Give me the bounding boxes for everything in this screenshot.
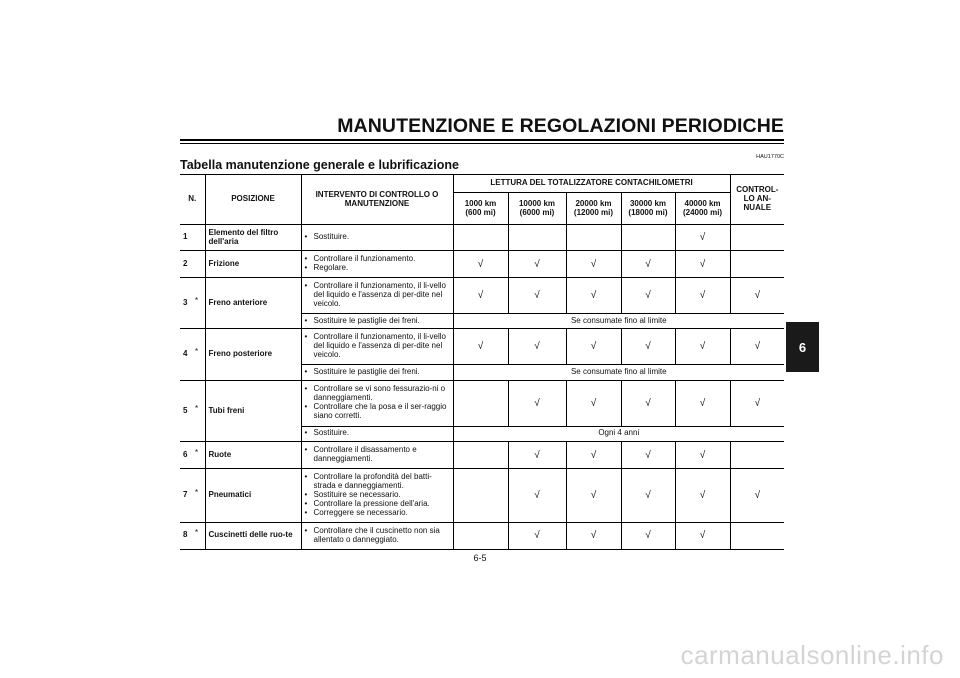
row-asterisk [197,469,205,522]
action-item [305,385,450,403]
action-text: Controllare se vi sono fessurazio-ni o danneggiamenti. [313,384,446,403]
action-text: Controllare il funzionamento, il li-vello del liquido e l'assenza di per-dite nel veicolo. [313,332,447,360]
check-cell [566,225,621,251]
header-n: N. [180,175,205,225]
action-text: Controllare la profondità del batti-strada e danneggiamenti. [313,472,432,491]
check-cell: √ [675,380,730,426]
bullet: • [304,254,308,264]
table-row [180,329,784,365]
bullet: • [304,366,308,376]
bullet: • [304,490,308,500]
check-cell [453,469,508,522]
row-number: 8 [180,522,197,549]
check-cell: √ [675,225,730,251]
row-asterisk [197,278,205,329]
check-cell: √ [730,329,784,365]
action-item [305,429,450,438]
asterisk-mark: * [195,447,199,457]
subrow-interval-note: Se consumate fino al limite [453,313,784,329]
row-position: Elemento del filtro dell'aria [205,225,301,251]
action-item [305,527,450,545]
check-cell: √ [508,442,566,469]
row-actions [301,442,453,469]
check-cell: √ [566,522,621,549]
check-cell: √ [508,329,566,365]
check-cell [453,380,508,426]
check-cell [730,225,784,251]
section-title: Tabella manutenzione generale e lubrificazione [180,158,460,172]
check-cell: √ [675,442,730,469]
check-cell: √ [621,251,675,278]
action-item [305,233,450,242]
action-item [305,333,450,360]
check-cell: √ [730,278,784,314]
action-text: Controllare che il cuscinetto non sia allentato o danneggiato. [313,525,440,544]
asterisk-mark: * [195,488,199,498]
chapter-tab: 6 [786,322,819,372]
action-text: Sostituire se necessario. [313,490,401,500]
check-cell [453,442,508,469]
check-cell: √ [508,251,566,278]
header-km-value: 30000 km [629,198,667,208]
table-row [180,380,784,426]
table-row [180,442,784,469]
subrow-action [301,364,453,380]
row-position: Freno posteriore [205,329,301,380]
header-mi-value: (12000 mi) [573,207,614,217]
check-cell: √ [508,278,566,314]
check-cell: √ [508,469,566,522]
table-row [180,469,784,522]
row-actions [301,329,453,365]
row-number: 5 [180,380,197,442]
header-position: POSIZIONE [205,175,301,225]
document-code: HAU1770C [756,154,784,160]
bullet: • [304,472,308,482]
action-text: Controllare che la posa e il ser-raggio siano corretti. [313,402,447,421]
maintenance-table [180,174,784,550]
bullet: • [304,499,308,509]
check-cell: √ [621,278,675,314]
bullet: • [304,281,308,291]
header-mi-value: (6000 mi) [519,207,555,217]
row-asterisk [197,380,205,442]
asterisk-mark: * [195,403,199,413]
header-mi-value: (600 mi) [465,207,496,217]
action-item [305,509,450,518]
subrow-action [301,313,453,329]
action-text: Controllare il funzionamento, il li-vello del liquido e l'assenza di per-dite nel veicolo. [313,281,447,309]
check-cell: √ [621,329,675,365]
check-cell: √ [508,380,566,426]
check-cell: √ [453,329,508,365]
check-cell: √ [453,251,508,278]
check-cell: √ [675,469,730,522]
header-km-col [508,193,566,225]
table-row [180,225,784,251]
action-item [305,282,450,309]
check-cell: √ [508,522,566,549]
asterisk-mark: * [195,528,199,538]
header-intervention: INTERVENTO DI CONTROLLO O MANUTENZIONE [301,175,453,225]
bullet: • [304,263,308,273]
row-asterisk [197,329,205,380]
check-cell: √ [621,442,675,469]
bullet: • [304,384,308,394]
row-asterisk [197,225,205,251]
action-item [305,264,450,273]
row-number: 4 [180,329,197,380]
action-item [305,403,450,421]
header-km-col [621,193,675,225]
table-row [180,278,784,314]
header-km-col [453,193,508,225]
row-actions [301,522,453,549]
subrow-interval-note: Ogni 4 anni [453,426,784,442]
row-position: Frizione [205,251,301,278]
row-actions [301,225,453,251]
check-cell: √ [453,278,508,314]
bullet: • [304,508,308,518]
action-text: Sostituire. [313,428,350,438]
header-km-col [566,193,621,225]
header-mi-value: (18000 mi) [628,207,668,217]
row-actions [301,278,453,314]
bullet: • [304,525,308,535]
row-position: Tubi freni [205,380,301,442]
check-cell [453,522,508,549]
row-position: Pneumatici [205,469,301,522]
row-number: 2 [180,251,197,278]
check-cell: √ [675,329,730,365]
subrow-action [301,426,453,442]
action-item [305,473,450,491]
check-cell: √ [566,278,621,314]
row-number: 7 [180,469,197,522]
row-position: Ruote [205,442,301,469]
check-cell: √ [730,469,784,522]
bullet: • [304,332,308,342]
check-cell [730,522,784,549]
row-asterisk [197,522,205,549]
bullet: • [304,402,308,412]
row-actions [301,251,453,278]
table-row [180,251,784,278]
check-cell: √ [621,380,675,426]
action-text: Sostituire le pastiglie dei freni. [313,315,420,325]
table-row [180,522,784,549]
check-cell [730,442,784,469]
row-position: Cuscinetti delle ruo-te [205,522,301,549]
header-km-value: 10000 km [518,198,556,208]
check-cell: √ [566,380,621,426]
action-text: Sostituire le pastiglie dei freni. [313,366,420,376]
row-asterisk [197,442,205,469]
header-annual: CONTROL-LO AN-NUALE [730,175,784,225]
page-title: MANUTENZIONE E REGOLAZIONI PERIODICHE [337,115,784,137]
check-cell: √ [621,469,675,522]
asterisk-mark: * [195,295,199,305]
header-km-value: 1000 km [464,198,497,208]
check-cell [453,225,508,251]
check-cell: √ [675,251,730,278]
check-cell: √ [675,278,730,314]
check-cell: √ [566,251,621,278]
page-number: 6-5 [473,553,487,563]
header-rule-thin [180,143,784,144]
row-number: 6 [180,442,197,469]
watermark: carmanualsonline.info [680,640,944,670]
action-text: Sostituire. [313,232,350,242]
action-item [305,446,450,464]
header-odometer: LETTURA DEL TOTALIZZATORE CONTACHILOMETRI [453,175,730,193]
row-number: 3 [180,278,197,329]
bullet: • [304,445,308,455]
bullet: • [304,315,308,325]
action-text: Correggere se necessario. [313,508,408,518]
header-km-col [675,193,730,225]
header-km-value: 20000 km [575,198,612,208]
header-km-value: 40000 km [684,198,721,208]
action-item [305,317,450,326]
check-cell [621,225,675,251]
action-text: Regolare. [313,263,349,273]
row-actions [301,380,453,426]
action-text: Controllare la pressione dell'aria. [313,499,430,509]
action-text: Controllare il disassamento e danneggiamenti. [313,445,417,464]
row-position: Freno anteriore [205,278,301,329]
check-cell: √ [730,380,784,426]
row-asterisk [197,251,205,278]
check-cell [730,251,784,278]
row-number: 1 [180,225,197,251]
subrow-interval-note: Se consumate fino al limite [453,364,784,380]
check-cell: √ [675,522,730,549]
check-cell: √ [566,329,621,365]
action-item [305,368,450,377]
action-text: Controllare il funzionamento. [313,254,416,264]
header-mi-value: (24000 mi) [682,207,723,217]
bullet: • [304,232,308,242]
check-cell [508,225,566,251]
row-actions [301,469,453,522]
check-cell: √ [621,522,675,549]
header-rule [180,139,784,141]
bullet: • [304,428,308,438]
check-cell: √ [566,442,621,469]
check-cell: √ [566,469,621,522]
asterisk-mark: * [195,347,199,357]
